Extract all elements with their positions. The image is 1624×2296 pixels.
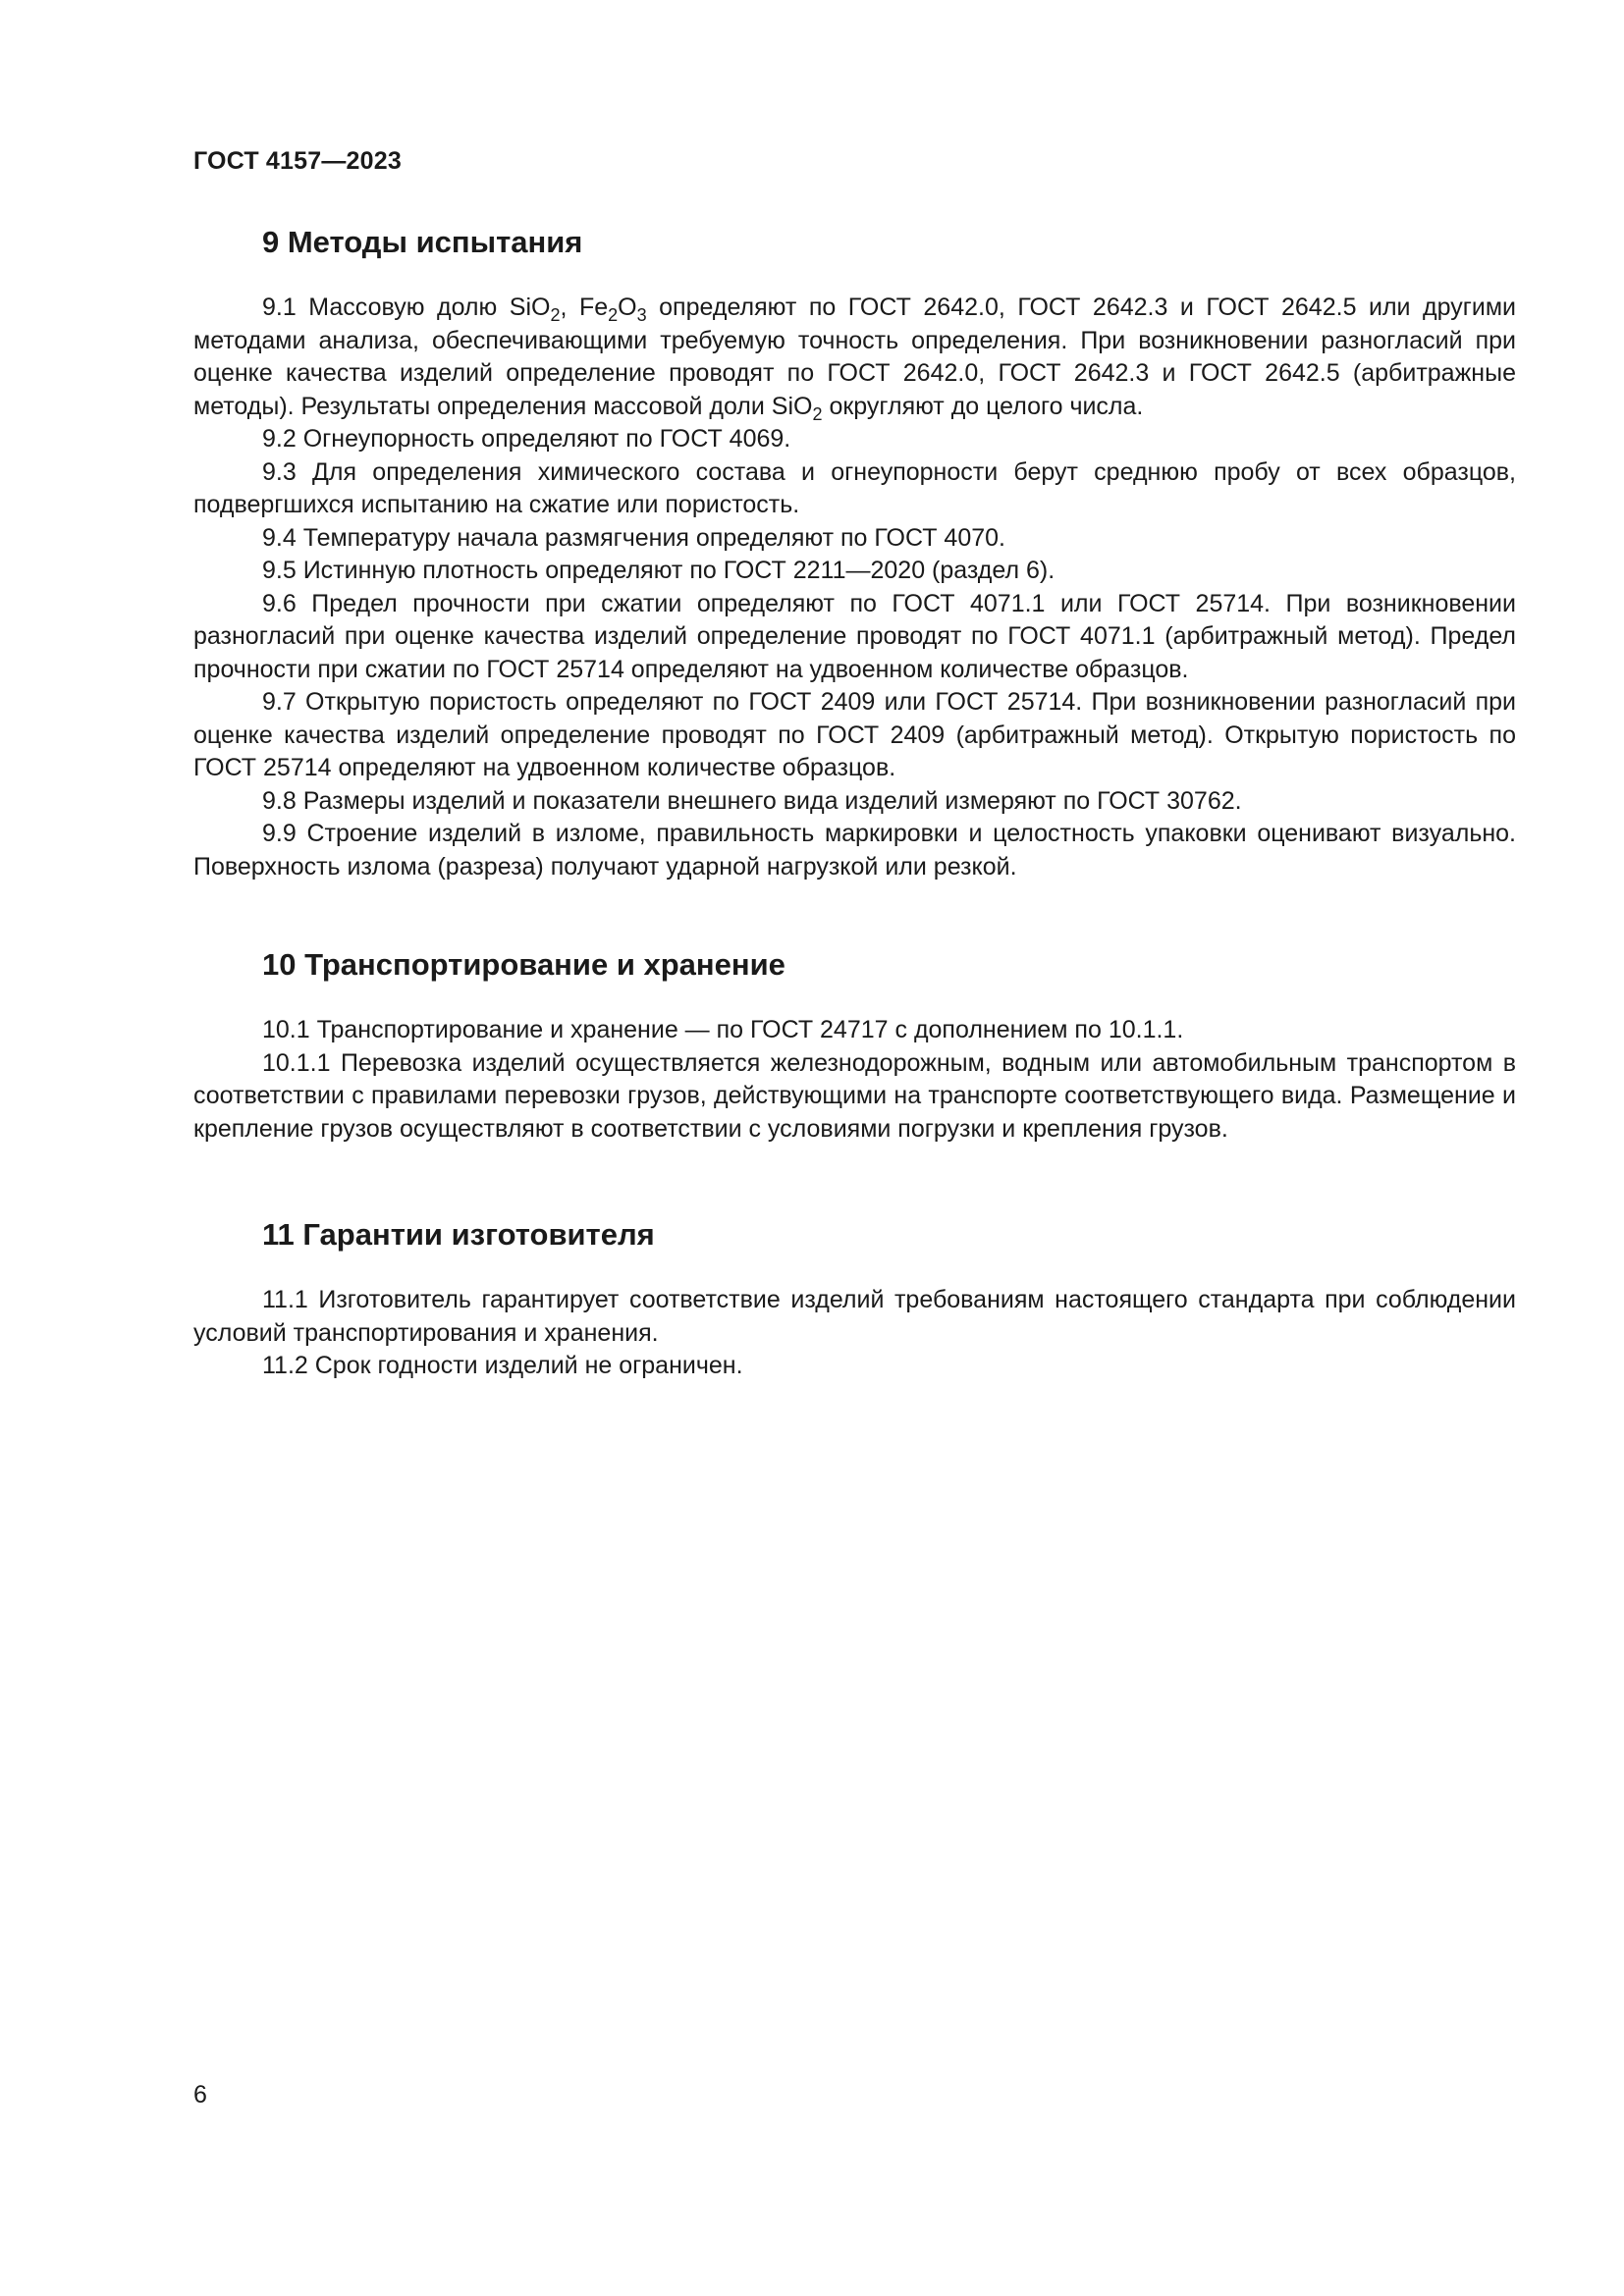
paragraph-9-3: 9.3 Для определения химического состава и огнеупорности берут среднюю пробу от всех образцов, подвергшихся испытанию на сжатие или пористость. <box>193 457 1516 518</box>
paragraph-9-8: 9.8 Размеры изделий и показатели внешнего вида изделий измеряют по ГОСТ 30762. <box>262 786 1242 815</box>
section-9-body <box>193 292 1516 883</box>
document-header: ГОСТ 4157—2023 <box>193 147 402 175</box>
paragraph-11-1: 11.1 Изготовитель гарантирует соответствие изделий требованиям настоящего стандарта при соблюдении условий транспортирования и хранения. <box>193 1286 1516 1347</box>
paragraph-9-5: 9.5 Истинную плотность определяют по ГОСТ 2211—2020 (раздел 6). <box>262 557 1056 584</box>
section-11 <box>193 1215 1516 1383</box>
paragraph-10-1: 10.1 Транспортирование и хранение — по ГОСТ 24717 с дополнением по 10.1.1. <box>262 1016 1184 1043</box>
section-11-body <box>193 1284 1516 1383</box>
paragraph-9-2: 9.2 Огнеупорность определяют по ГОСТ 4069. <box>262 425 791 453</box>
paragraph-9-1: 9.1 Массовую долю SiO$_2$, $Fe_2O_3$ определяют по ГОСТ 2642.0, ГОСТ 2642.3 и ГОСТ 2642.5 или другими методами анализа, обеспечивающими требуемую точность определения. При возникновении разногласий при оценке качества изделий определение проводят по ГОСТ 2642.0, ГОСТ 2642.3 и ГОСТ 2642.5 (арбитражные методы). Результаты определения массовой доли SiO$_2$ округляют до целого числа. <box>193 294 1516 424</box>
section-10 <box>193 945 1516 1146</box>
paragraph-11-2: 11.2 Срок годности изделий не ограничен. <box>262 1352 743 1379</box>
paragraph-9-9: 9.9 Строение изделий в изломе, правильность маркировки и целостность упаковки оценивают визуально. Поверхность излома (разреза) получают ударной нагрузкой или резкой. <box>193 820 1516 881</box>
paragraph-9-6: 9.6 Предел прочности при сжатии определяют по ГОСТ 4071.1 или ГОСТ 25714. При возникновении разногласий при оценке качества изделий определение проводят по ГОСТ 4071.1 (арбитражный метод). Предел прочности при сжатии по ГОСТ 25714 определяют на удвоенном количестве образцов. <box>193 589 1516 683</box>
section-11-title: 11 Гарантии изготовителя <box>262 1217 655 1252</box>
section-10-title: 10 Транспортирование и хранение <box>262 947 785 982</box>
section-9-title: 9 Методы испытания <box>262 225 583 259</box>
section-10-body <box>193 1014 1516 1146</box>
paragraph-9-4: 9.4 Температуру начала размягчения определяют по ГОСТ 4070. <box>262 523 1005 552</box>
paragraph-10-1-1: 10.1.1 Перевозка изделий осуществляется железнодорожным, водным или автомобильным транспортом в соответствии с правилами перевозки грузов, действующими на транспорте соответствующего вида. Размещение и крепление грузов осуществляют в соответствии с условиями погрузки и крепления грузов. <box>193 1048 1516 1143</box>
section-9 <box>193 223 1516 883</box>
paragraph-9-7: 9.7 Открытую пористость определяют по ГОСТ 2409 или ГОСТ 25714. При возникновении разногласий при оценке качества изделий определение проводят по ГОСТ 2409 (арбитражный метод). Открытую пористость по ГОСТ 25714 определяют на удвоенном количестве образцов. <box>193 688 1516 781</box>
page-number: 6 <box>193 2081 207 2109</box>
